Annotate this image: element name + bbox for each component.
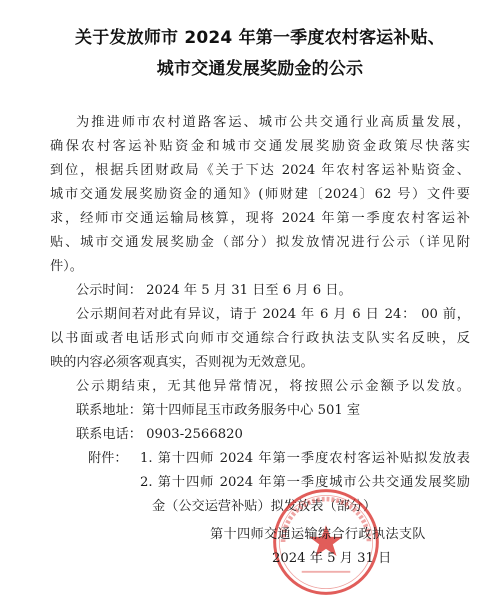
- document-title-line-2: 城市交通发展奖励金的公示: [156, 59, 364, 79]
- signature-date: 2024 年 5 月 31 日: [272, 551, 392, 566]
- body-paragraph-line: 确保农村客运补贴资金和城市交通发展奖励资金政策尽快落实: [50, 139, 470, 154]
- body-paragraph-line: 贴、城市交通发展奖励金（部分）拟发放情况进行公示（详见附: [50, 235, 470, 250]
- objection-paragraph-line: 以书面或者电话形式向师市交通综合行政执法支队实名反映，反: [50, 331, 470, 346]
- body-paragraph-line: 求，经师市交通运输局核算，现将 2024 年第一季度农村客运补: [50, 211, 470, 226]
- body-paragraph-line: 件）。: [50, 259, 83, 274]
- document-title-line-1: 关于发放师市 2024 年第一季度农村客运补贴、: [75, 28, 445, 48]
- contact-phone-line: 联系电话： 0903-2566820: [76, 427, 243, 442]
- attachments-label: 附件：: [88, 451, 128, 466]
- attachment-item-2-line-1: 2. 第十四师 2024 年第一季度城市公共交通发展奖励: [140, 475, 470, 490]
- body-paragraph-line: 为推进师市农村道路客运、城市公共交通行业高质量发展，: [76, 115, 470, 130]
- objection-paragraph-line: 公示期间若对此有异议，请于 2024 年 6 月 6 日 24： 00 前，: [76, 307, 470, 322]
- contact-address-line: 联系地址：第十四师昆玉市政务服务中心 501 室: [76, 403, 361, 418]
- objection-paragraph-line: 映的内容必须客观真实，否则视为无效意见。: [50, 355, 314, 370]
- body-paragraph-line: 到位，根据兵团财政局《关于下达 2024 年农村客运补贴资金、: [50, 163, 470, 178]
- publicity-time-line: 公示时间： 2024 年 5 月 31 日至 6 月 6 日。: [76, 283, 352, 298]
- attachment-item-1: 1. 第十四师 2024 年第一季度农村客运补贴拟发放表: [140, 451, 470, 466]
- publicity-end-line: 公示期结束，无其他异常情况，将按照公示金额予以发放。: [76, 379, 470, 394]
- signature-organization: 第十四师交通运输综合行政执法支队: [210, 527, 426, 542]
- body-paragraph-line: 城市交通发展奖励资金的通知》(师财建〔2024〕62 号）文件要: [50, 187, 470, 202]
- attachment-item-2-line-2: 金（公交运营补贴）拟发放表（部分）: [152, 499, 377, 514]
